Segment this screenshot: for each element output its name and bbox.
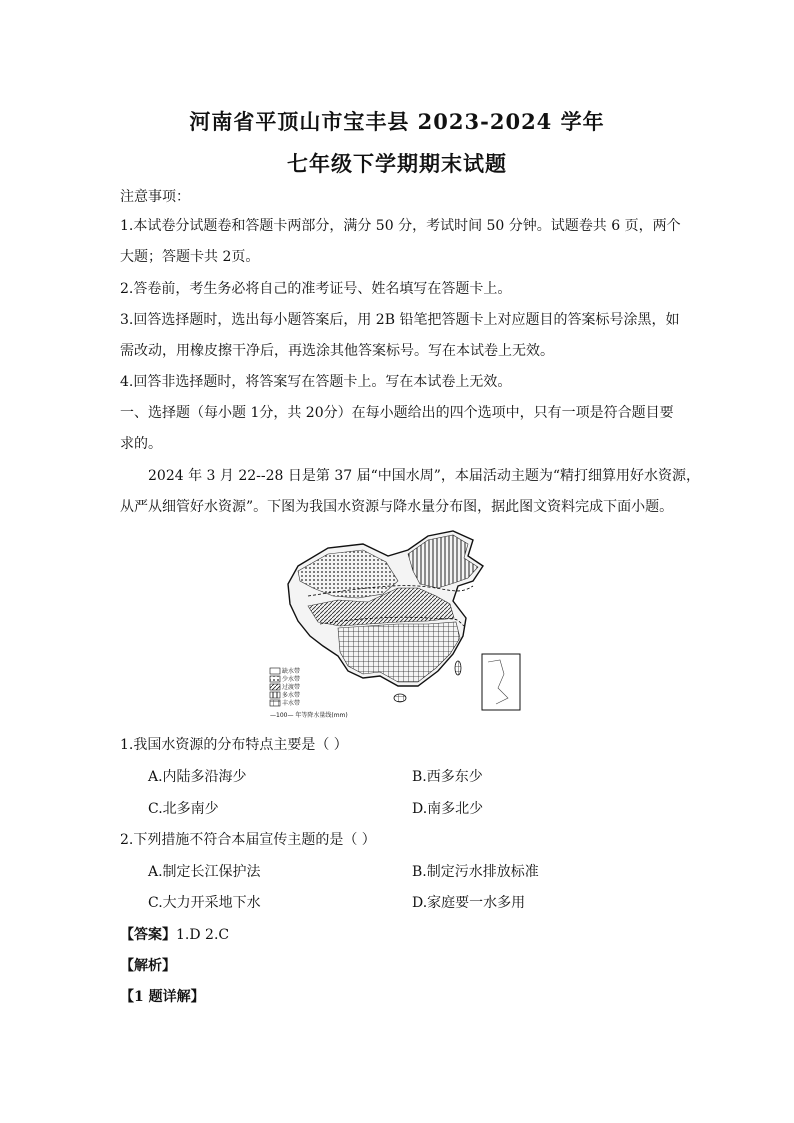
notice-item: 大题；答题卡共 2页。 [120, 249, 260, 265]
legend-label: 缺水带 [282, 668, 301, 675]
exam-title-line1: 河南省平顶山市宝丰县 2023-2024 学年 [189, 109, 605, 134]
notice-item: 2.答卷前，考生务必将自己的准考证号、姓名填写在答题卡上。 [120, 281, 512, 297]
question-1-option-d: D.南多北少 [412, 801, 484, 817]
notice-item: 4.回答非选择题时，将答案写在答题卡上。写在本试卷上无效。 [120, 374, 512, 390]
section-heading-cont: 求的。 [120, 436, 162, 452]
question-2-stem: 2.下列措施不符合本届宣传主题的是（ ） [120, 832, 376, 848]
section-heading: 一、选择题（每小题 1分，共 20分）在每小题给出的四个选项中，只有一项是符合题目要 [120, 405, 674, 421]
question-1-option-a: A.内陆多沿海少 [148, 769, 247, 785]
notice-heading: 注意事项： [120, 189, 190, 205]
legend-isoline-label: —100— 年等降水量线(mm) [270, 712, 348, 719]
notice-item: 3.回答选择题时，选出每小题答案后，用 2B 铅笔把答题卡上对应题目的答案标号涂黑，如 [120, 312, 680, 328]
notice-item: 需改动，用橡皮擦干净后，再选涂其他答案标号。写在本试卷上无效。 [120, 343, 554, 359]
legend-label: 过渡带 [282, 684, 301, 691]
exam-title-line2: 七年级下学期期末试题 [287, 151, 507, 176]
answer-text: 1.D 2.C [176, 927, 230, 943]
answer-label: 【答案】 [120, 927, 176, 943]
question-stem-intro: 2024 年 3 月 22--28 日是第 37 届“中国水周”，本届活动主题为“精打细算用好水资源， [148, 468, 701, 484]
question-2-option-c: C.大力开采地下水 [148, 895, 261, 911]
question-stem-intro-cont: 从严从细管好水资源”。下图为我国水资源与降水量分布图，据此图文资料完成下面小题。 [120, 499, 674, 515]
answer-line [120, 925, 680, 945]
question-2-option-b: B.制定污水排放标准 [412, 864, 539, 880]
legend-label: 丰水带 [282, 700, 301, 707]
question-1-stem: 1.我国水资源的分布特点主要是（ ） [120, 737, 348, 753]
question-2-option-d: D.家庭要一水多用 [412, 895, 526, 911]
question-1-option-c: C.北多南少 [148, 801, 219, 817]
legend-label: 多水带 [282, 692, 301, 699]
question-2-option-a: A.制定长江保护法 [148, 864, 261, 880]
notice-item: 1.本试卷分试题卷和答题卡两部分，满分 50 分，考试时间 50 分钟。试题卷共 6 页，两个 [120, 218, 681, 234]
question-1-option-b: B.西多东少 [412, 769, 483, 785]
analysis-heading: 【解析】 [120, 958, 176, 974]
water-resource-map [268, 526, 526, 722]
legend-label: 少水带 [282, 676, 301, 683]
detail-heading: 【1 题详解】 [120, 989, 205, 1005]
china-map-figure [268, 526, 526, 722]
